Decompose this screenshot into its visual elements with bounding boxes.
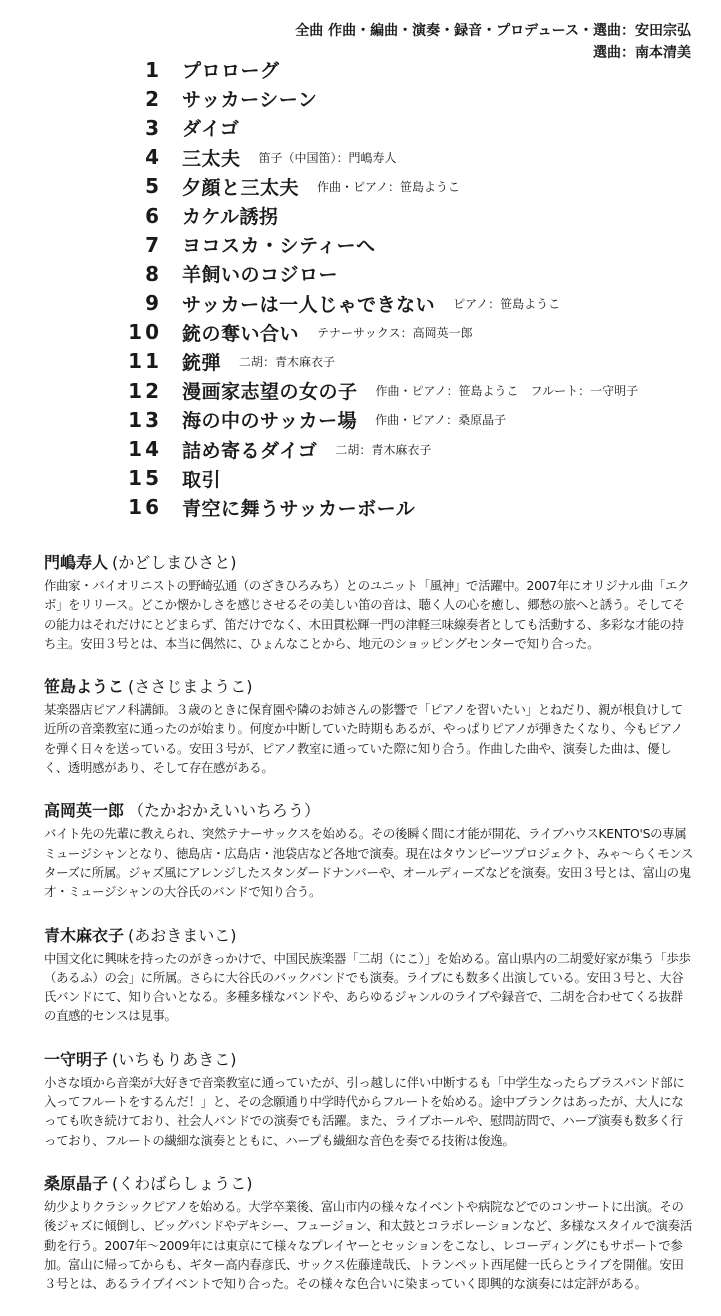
track-row (120, 405, 700, 434)
track-number: 10 (128, 320, 162, 345)
musician-bio (44, 552, 694, 653)
bio-text: 小さな頃から音楽が大好きで音楽教室に通っていたが、引っ越しに伴い中断するも「中学生なったらブラスバンド部に入ってフルートをするんだ！」と、その念願通り中学時代からフルートを始める。途中ブランクはあったが、大人になっても吹き続けており、社会人バンドでの演奏でも活躍。また、ライブホールや、慰問訪問で、ハープ演奏も数多く行っており、フルートの繊細な演奏とともに、ハープも繊細な音色を奏でる技術は俊逸。 (44, 1074, 685, 1148)
bio-text: 幼少よりクラシックピアノを始める。大学卒業後、富山市内の様々なイベントや病院などでのコンサートに出演。その後ジャズに傾倒し、ビッグバンドやデキシー、フュージョン、和太鼓とコラボレーションなど、多様なスタイルで演奏活動を行う。2007年〜2009年には東京にて様々なプレイヤーとセッションをこなし、レコーディングにもサポートで参加。富山に帰ってからも、ギター高内春彦氏、サックス佐藤達哉氏、トランペット西尾健一氏らとライブを開催。安田３号とは、あるライブイベントで知り合った。その様々な色合いに染まっていく即興的な演奏には定評がある。 (44, 1198, 692, 1292)
track-title: 漫画家志望の女の子 (182, 381, 358, 404)
track-credit-note: 二胡：青木麻衣子 (239, 354, 336, 369)
track-title: 銃の奪い合い (182, 322, 300, 345)
bio-heading (44, 925, 694, 947)
bio-heading (44, 676, 694, 698)
track-number: 14 (128, 437, 162, 462)
track-number: 4 (145, 145, 162, 170)
musician-bio (44, 676, 694, 777)
track-credit-note: テナーサックス：高岡英一郎 (317, 325, 473, 340)
track-number: 9 (145, 291, 162, 316)
track-row (120, 347, 700, 376)
track-title: サッカーシーン (182, 89, 318, 112)
musician-name-reading: (くわばらしょうこ) (112, 1173, 253, 1193)
track-row (120, 464, 700, 493)
track-number: 7 (145, 232, 162, 257)
credits-line-selection: 選曲：南本清美 (593, 45, 691, 61)
track-number: 3 (145, 115, 162, 140)
musician-bio (44, 925, 694, 1026)
musician-name-reading: (いちもりあきこ) (112, 1049, 237, 1069)
musician-name: 一守明子 (44, 1049, 109, 1069)
track-title: プロローグ (182, 60, 280, 83)
track-credit-note: 二胡：青木麻衣子 (335, 442, 432, 457)
track-number: 13 (128, 407, 162, 432)
bio-heading (44, 800, 694, 822)
musician-name-reading: （たかおかえいいちろう） (128, 801, 321, 821)
track-credit-note: ピアノ：笹島ようこ (453, 296, 561, 311)
credits-line-main: 全曲 作曲・編曲・演奏・録音・プロデュース・選曲：安田宗弘 (295, 23, 691, 39)
track-row (120, 113, 700, 142)
track-credit-note: 作曲・ピアノ：笹島ようこ (317, 179, 461, 194)
track-title: 詰め寄るダイゴ (182, 439, 318, 462)
musician-name: 青木麻衣子 (44, 925, 125, 945)
bio-heading (44, 1049, 694, 1071)
track-row (120, 318, 700, 347)
track-number: 11 (128, 349, 162, 374)
track-title: 海の中のサッカー場 (182, 410, 358, 433)
track-number: 1 (145, 57, 162, 82)
track-credit-note: 作曲・ピアノ：桑原晶子 (375, 413, 507, 428)
track-title: カケル誘拐 (182, 206, 279, 229)
track-row (120, 84, 700, 113)
bio-text: 某楽器店ピアノ科講師。３歳のときに保育園や隣のお姉さんの影響で「ピアノを習いたい」とねだり、親が根負けして近所の音楽教室に通ったのが始まり。何度か中断していた時期もあるが、やっぱりピアノが弾きたくなり、今もピアノを弾く日々を送っている。安田３号が、ピアノ教室に通っていた際に知り合う。作曲した曲や、演奏した曲は、優しく、透明感があり、そして存在感がある。 (44, 702, 683, 776)
track-title: 三太夫 (182, 147, 241, 170)
bio-text: バイト先の先輩に教えられ、突然テナーサックスを始める。その後瞬く間に才能が開花、ライブハウスKENTO'Sの専属ミュージシャンとなり、徳島店・広島店・池袋店など各地で演奏。現在はタウンビーツプロジェクト、みゃ〜らくモンスターズに所属。ジャズ風にアレンジしたスタンダードナンバーや、オールディーズなどを演奏。安田３号とは、富山の鬼才・ミュージシャンの大谷氏のバンドで知り合う。 (44, 826, 694, 900)
musician-name: 桑原晶子 (44, 1173, 109, 1193)
track-title: ヨコスカ・シティーへ (182, 235, 376, 258)
track-number: 12 (128, 378, 162, 403)
track-title: 羊飼いのコジロー (182, 264, 339, 287)
musician-name-reading: (あおきまいこ) (128, 925, 237, 945)
musician-bio (44, 800, 694, 901)
track-row (120, 172, 700, 201)
musician-bio (44, 1173, 694, 1293)
track-title: サッカーは一人じゃできない (182, 293, 436, 316)
musician-name-reading: (ささじまようこ) (128, 677, 253, 697)
musician-name: 高岡英一郎 (44, 801, 125, 821)
track-row (120, 143, 700, 172)
musician-name: 門嶋寿人 (44, 553, 109, 572)
track-title: 銃弾 (182, 351, 222, 374)
track-list (120, 55, 700, 522)
track-number: 2 (145, 86, 162, 111)
track-number: 8 (145, 261, 162, 286)
bio-text: 作曲家・バイオリニストの野崎弘通（のざきひろみち）とのユニット「風神」で活躍中。2007年にオリジナル曲「エクボ」をリリース。どこか懐かしさを感じさせるその美しい笛の音は、聴く人の心を癒し、郷愁の旅へと誘う。そしてその能力はそれだけにとどまらず、笛だけでなく、木田貫松輝一門の津軽三味線奏者としても活動する、多彩な才能の持ち主。安田３号とは、本当に偶然に、ひょんなことから、地元のショッピングセンターで知り合った。 (44, 578, 690, 651)
track-row (120, 493, 700, 522)
track-number: 16 (128, 495, 162, 520)
track-row (120, 376, 700, 405)
track-row (120, 201, 700, 230)
track-row (120, 230, 700, 259)
track-title: 取引 (182, 468, 222, 491)
track-number: 6 (145, 203, 162, 228)
bio-heading (44, 1173, 694, 1195)
track-row (120, 259, 700, 288)
musician-bio (44, 1049, 694, 1150)
track-credit-note: 笛子（中国笛）：門嶋寿人 (258, 150, 397, 165)
track-title: 青空に舞うサッカーボール (182, 497, 416, 520)
track-number: 5 (145, 174, 162, 199)
track-number: 15 (128, 466, 162, 491)
track-row (120, 289, 700, 318)
bio-heading (44, 552, 694, 574)
track-title: 夕顔と三太夫 (182, 176, 300, 199)
track-title: ダイゴ (182, 118, 240, 141)
bio-text: 中国文化に興味を持ったのがきっかけで、中国民族楽器「二胡（にこ）」を始める。富山県内の二胡愛好家が集う「歩歩（あるふ）の会」に所属。さらに大谷氏のバックバンドでも演奏。ライブにも数多く出演している。安田３号と、大谷氏バンドにて、知り合いとなる。多種多様なバンドや、あらゆるジャンルのライブや録音で、二胡を合わせてくる抜群の直感的センスは見事。 (44, 950, 691, 1024)
track-row (120, 55, 700, 84)
musician-bios (44, 552, 694, 1316)
musician-name-reading: (かどしまひさと) (112, 553, 237, 572)
track-row (120, 434, 700, 463)
musician-name: 笹島ようこ (44, 677, 125, 697)
track-credit-note: 作曲・ピアノ：笹島ようこ フルート：一守明子 (375, 384, 639, 399)
